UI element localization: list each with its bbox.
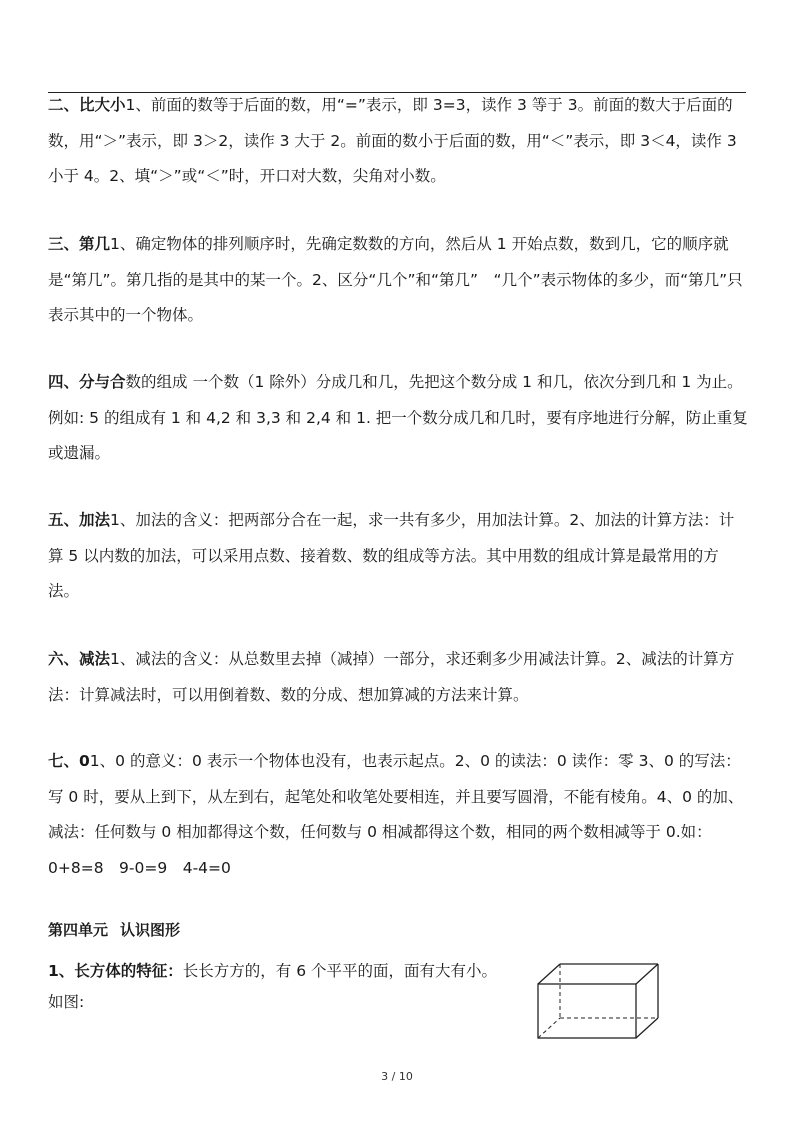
unit-name: 认识图形: [120, 921, 181, 939]
section-heading: 七、0: [48, 752, 90, 770]
section-body: 1、减法的含义：从总数里去掉（减掉）一部分，求还剩多少用减法计算。2、减法的计算方法：计算减法时，可以用倒着数、数的分成、想加算减的方法来计算。: [48, 650, 735, 704]
page-number: 3 / 10: [381, 1070, 413, 1083]
section-zero: [48, 744, 748, 886]
section-subtraction: [48, 642, 748, 713]
section-heading: 五、加法: [48, 511, 111, 529]
section-heading: 三、第几: [48, 235, 111, 253]
section-heading: 六、减法: [48, 650, 111, 668]
section-body: 1、确定物体的排列顺序时，先确定数数的方向，然后从 1 开始点数，数到几，它的顺序就是“第几”。第几指的是其中的某一个。2、区分“几个”和“第几” “几个”表示物体的多少，而“第几”只表示其中的一个物体。: [48, 235, 743, 324]
section-body: 1、加法的含义：把两部分合在一起，求一共有多少，用加法计算。2、加法的计算方法：计算 5 以内数的加法，可以采用点数、接着数、数的组成等方法。其中用数的组成计算是最常用的方法。: [48, 511, 735, 600]
section-ordinal: [48, 227, 748, 334]
as-figure-label: 如图:: [48, 993, 85, 1011]
section-addition: [48, 503, 748, 610]
feature-body: 长长方方的，有 6 个平平的面，面有大有小。: [182, 962, 498, 980]
section-body: 数的组成 一个数（1 除外）分成几和几，先把这个数分成 1 和几，依次分到几和 1 为止。例如: 5 的组成有 1 和 4,2 和 3,3 和 2,4 和 1. 把一个数分成几和几时，要有序地进行分解，防止重复或遗漏。: [48, 373, 748, 462]
section-heading: 四、分与合: [48, 373, 126, 391]
section-body: 1、前面的数等于后面的数，用“=”表示，即 3=3，读作 3 等于 3。前面的数大于后面的数，用“＞”表示，即 3＞2，读作 3 大于 2。前面的数小于后面的数，用“＜”表示，即 3＜4，读作 3 小于 4。2、填“＞”或“＜”时，开口对大数，尖角对小数。: [48, 96, 737, 185]
section-body: 1、0 的意义：0 表示一个物体也没有，也表示起点。2、0 的读法：0 读作：零 3、0 的写法：写 0 时，要从上到下，从左到右，起笔处和收笔处要相连，并且要写圆滑，不能有棱角。4、0 的加、减法：任何数与 0 相加都得这个数，任何数与 0 相减都得这个数，相同的两个数相减等于 0.如：0+8=8 9-0=9 4-4=0: [48, 752, 744, 877]
cuboid-feature: [48, 956, 497, 986]
section-compose: [48, 365, 748, 472]
unit-number: 第四单元: [48, 921, 109, 939]
feature-heading: 1、长方体的特征：: [48, 962, 183, 980]
section-compare: [48, 88, 748, 195]
section-heading: 二、比大小: [48, 96, 126, 114]
unit-title: [48, 918, 180, 942]
cuboid-figure: [528, 960, 668, 1042]
